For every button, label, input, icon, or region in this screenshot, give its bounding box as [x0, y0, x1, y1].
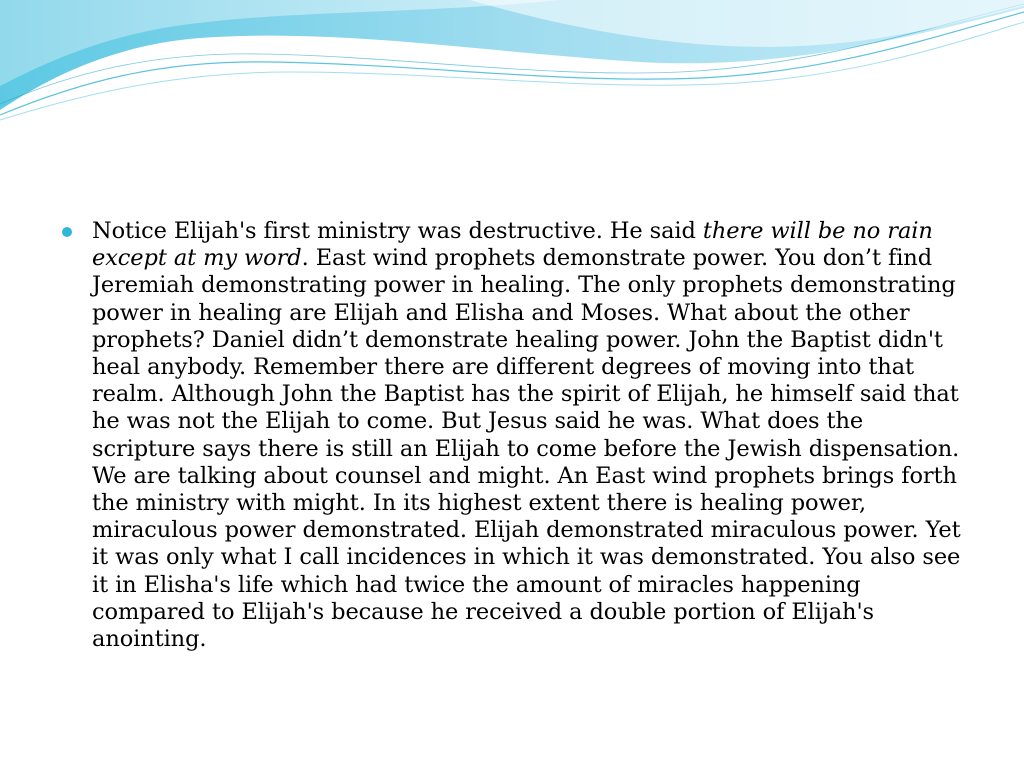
content-area: [62, 218, 962, 653]
paragraph-text-end: . East wind prophets demonstrate power. You don’t find Jeremiah demonstrating power in healing. The only prophets demonstrating power in healing are Elijah and Elisha and Moses. What about the other prophets? Daniel didn’t demonstrate healing power. John the Baptist didn't heal anybody. Remember there are different degrees of moving into that realm. Although John the Baptist has the spirit of Elijah, he himself said that he was not the Elijah to come. But Jesus said he was. What does the scripture says there is still an Elijah to come before the Jewish dispensation. We are talking about counsel and might. An East wind prophets brings forth the ministry with might. In its highest extent there is healing power, miraculous power demonstrated. Elijah demonstrated miraculous power. Yet it was only what I call incidences in which it was demonstrated. You also see it in Elisha's life which had twice the amount of miracles happening compared to Elijah's because he received a double portion of Elijah's anointing.: [92, 245, 961, 653]
bullet-item: [62, 218, 962, 653]
paragraph-text-start: Notice Elijah's first ministry was destructive. He said: [92, 218, 703, 244]
bullet-dot-icon: [62, 227, 72, 237]
decorative-wave-header: [0, 0, 1024, 130]
paragraph-italic-quote: there will be no rain except at my word: [92, 218, 933, 272]
bullet-paragraph: [92, 218, 962, 653]
